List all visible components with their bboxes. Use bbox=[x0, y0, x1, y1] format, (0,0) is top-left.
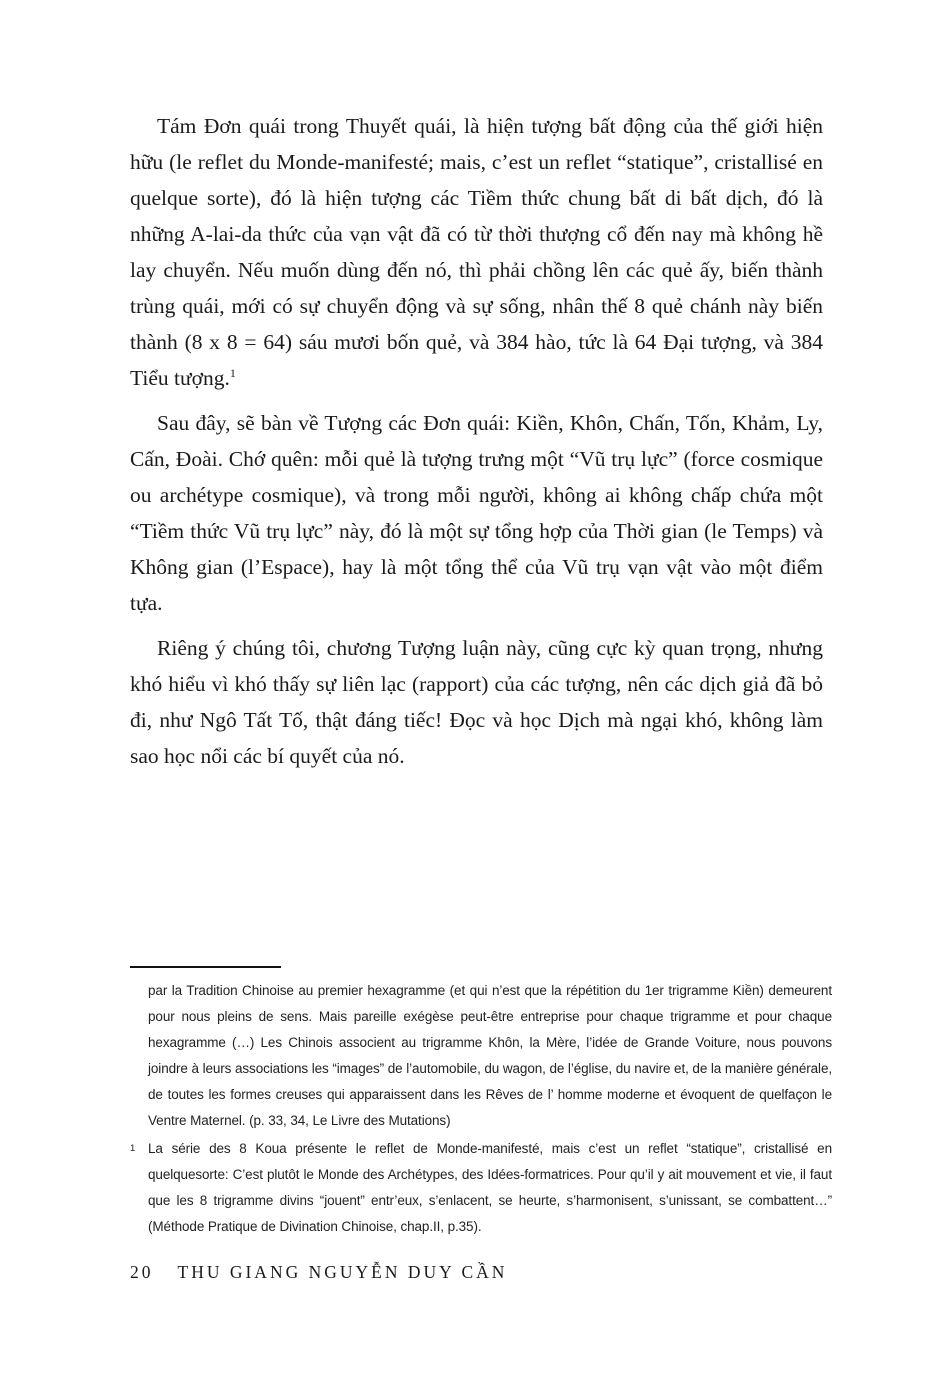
paragraph-1-text: Tám Đơn quái trong Thuyết quái, là hiện tượng bất động của thế giới hiện hữu (le reflet du Monde-manifesté; mais, c’est un reflet “statique”, cristallisé en quelque sorte), đó là hiện tượng các Tiềm thức chung bất di bất dịch, đó là những A-lai-da thức của vạn vật đã có từ thời thượng cổ đến nay mà không hề lay chuyển. Nếu muốn dùng đến nó, thì phải chồng lên các quẻ ấy, biến thành trùng quái, mới có sự chuyển động và sự sống, nhân thế 8 quẻ chánh này biến thành (8 x 8 = 64) sáu mươi bốn quẻ, và 384 hào, tức là 64 Đại tượng, và 384 Tiểu tượng. bbox=[130, 114, 823, 390]
footnote-item-marker: 1 bbox=[130, 1143, 136, 1154]
footnote-reference-mark: 1 bbox=[229, 365, 236, 380]
page-footer bbox=[130, 1262, 507, 1283]
paragraph-3-text: Riêng ý chúng tôi, chương Tượng luận này, cũng cực kỳ quan trọng, nhưng khó hiểu vì khó thấy sự liên lạc (rapport) của các tượng, nên các dịch giả đã bỏ đi, như Ngô Tất Tố, thật đáng tiếc! Đọc và học Dịch mà ngại khó, không làm sao học nổi các bí quyết của nó. bbox=[130, 636, 823, 768]
paragraph-1 bbox=[130, 108, 823, 396]
footnote-separator-rule bbox=[130, 966, 281, 968]
paragraph-2 bbox=[130, 405, 823, 621]
footnote-item-1 bbox=[130, 1136, 832, 1240]
footnote-item-text: La série des 8 Koua présente le reflet de Monde-manifesté, mais c’est un reflet “statique”, cristallisé en quelquesorte: C’est plutôt le Monde des Archétypes, des Idées-formatrices. Pour qu’il y ait mouvement et vie, il faut que les 8 trigramme divins “jouent” entr’eux, s’enlacent, se heurte, s’harmonisent, s’unissant, se combattent…” (Méthode Pratique de Divination Chinoise, chap.II, p.35). bbox=[148, 1141, 832, 1234]
footnote-section bbox=[130, 966, 832, 1240]
footnote-continuation-text: par la Tradition Chinoise au premier hexagramme (et qui n’est que la répétition du 1er trigramme Kiền) demeurent pour nous pleins de sens. Mais pareille exégèse peut-être entreprise pour chaque trigramme et pour chaque hexagramme (…) Les Chinois associent au trigramme Khôn, la Mère, l’idée de Grande Voiture, nous pouvons joindre à leurs associations les “images” de l’automobile, du wagon, de l’église, du navire et, de la manière générale, de toutes les formes creuses qui apparaissent dans les Rêves de l’ homme moderne et évoquent de quelfaçon le Ventre Maternel. (p. 33, 34, Le Livre des Mutations) bbox=[148, 983, 832, 1128]
page-number: 20 bbox=[130, 1262, 154, 1282]
paragraph-3 bbox=[130, 630, 823, 774]
body-text-block bbox=[130, 108, 823, 783]
paragraph-2-text: Sau đây, sẽ bàn về Tượng các Đơn quái: Kiền, Khôn, Chấn, Tốn, Khảm, Ly, Cấn, Đoài. Chớ quên: mỗi quẻ là tượng trưng một “Vũ trụ lực” (force cosmique ou archétype cosmique), và trong mỗi người, không ai không chấp chứa một “Tiềm thức Vũ trụ lực” này, đó là một sự tổng hợp của Thời gian (le Temps) và Không gian (l’Espace), hay là một tổng thể của Vũ trụ vạn vật vào một điểm tựa. bbox=[130, 411, 823, 615]
running-footer-author: THU GIANG NGUYỄN DUY CẦN bbox=[177, 1262, 508, 1282]
